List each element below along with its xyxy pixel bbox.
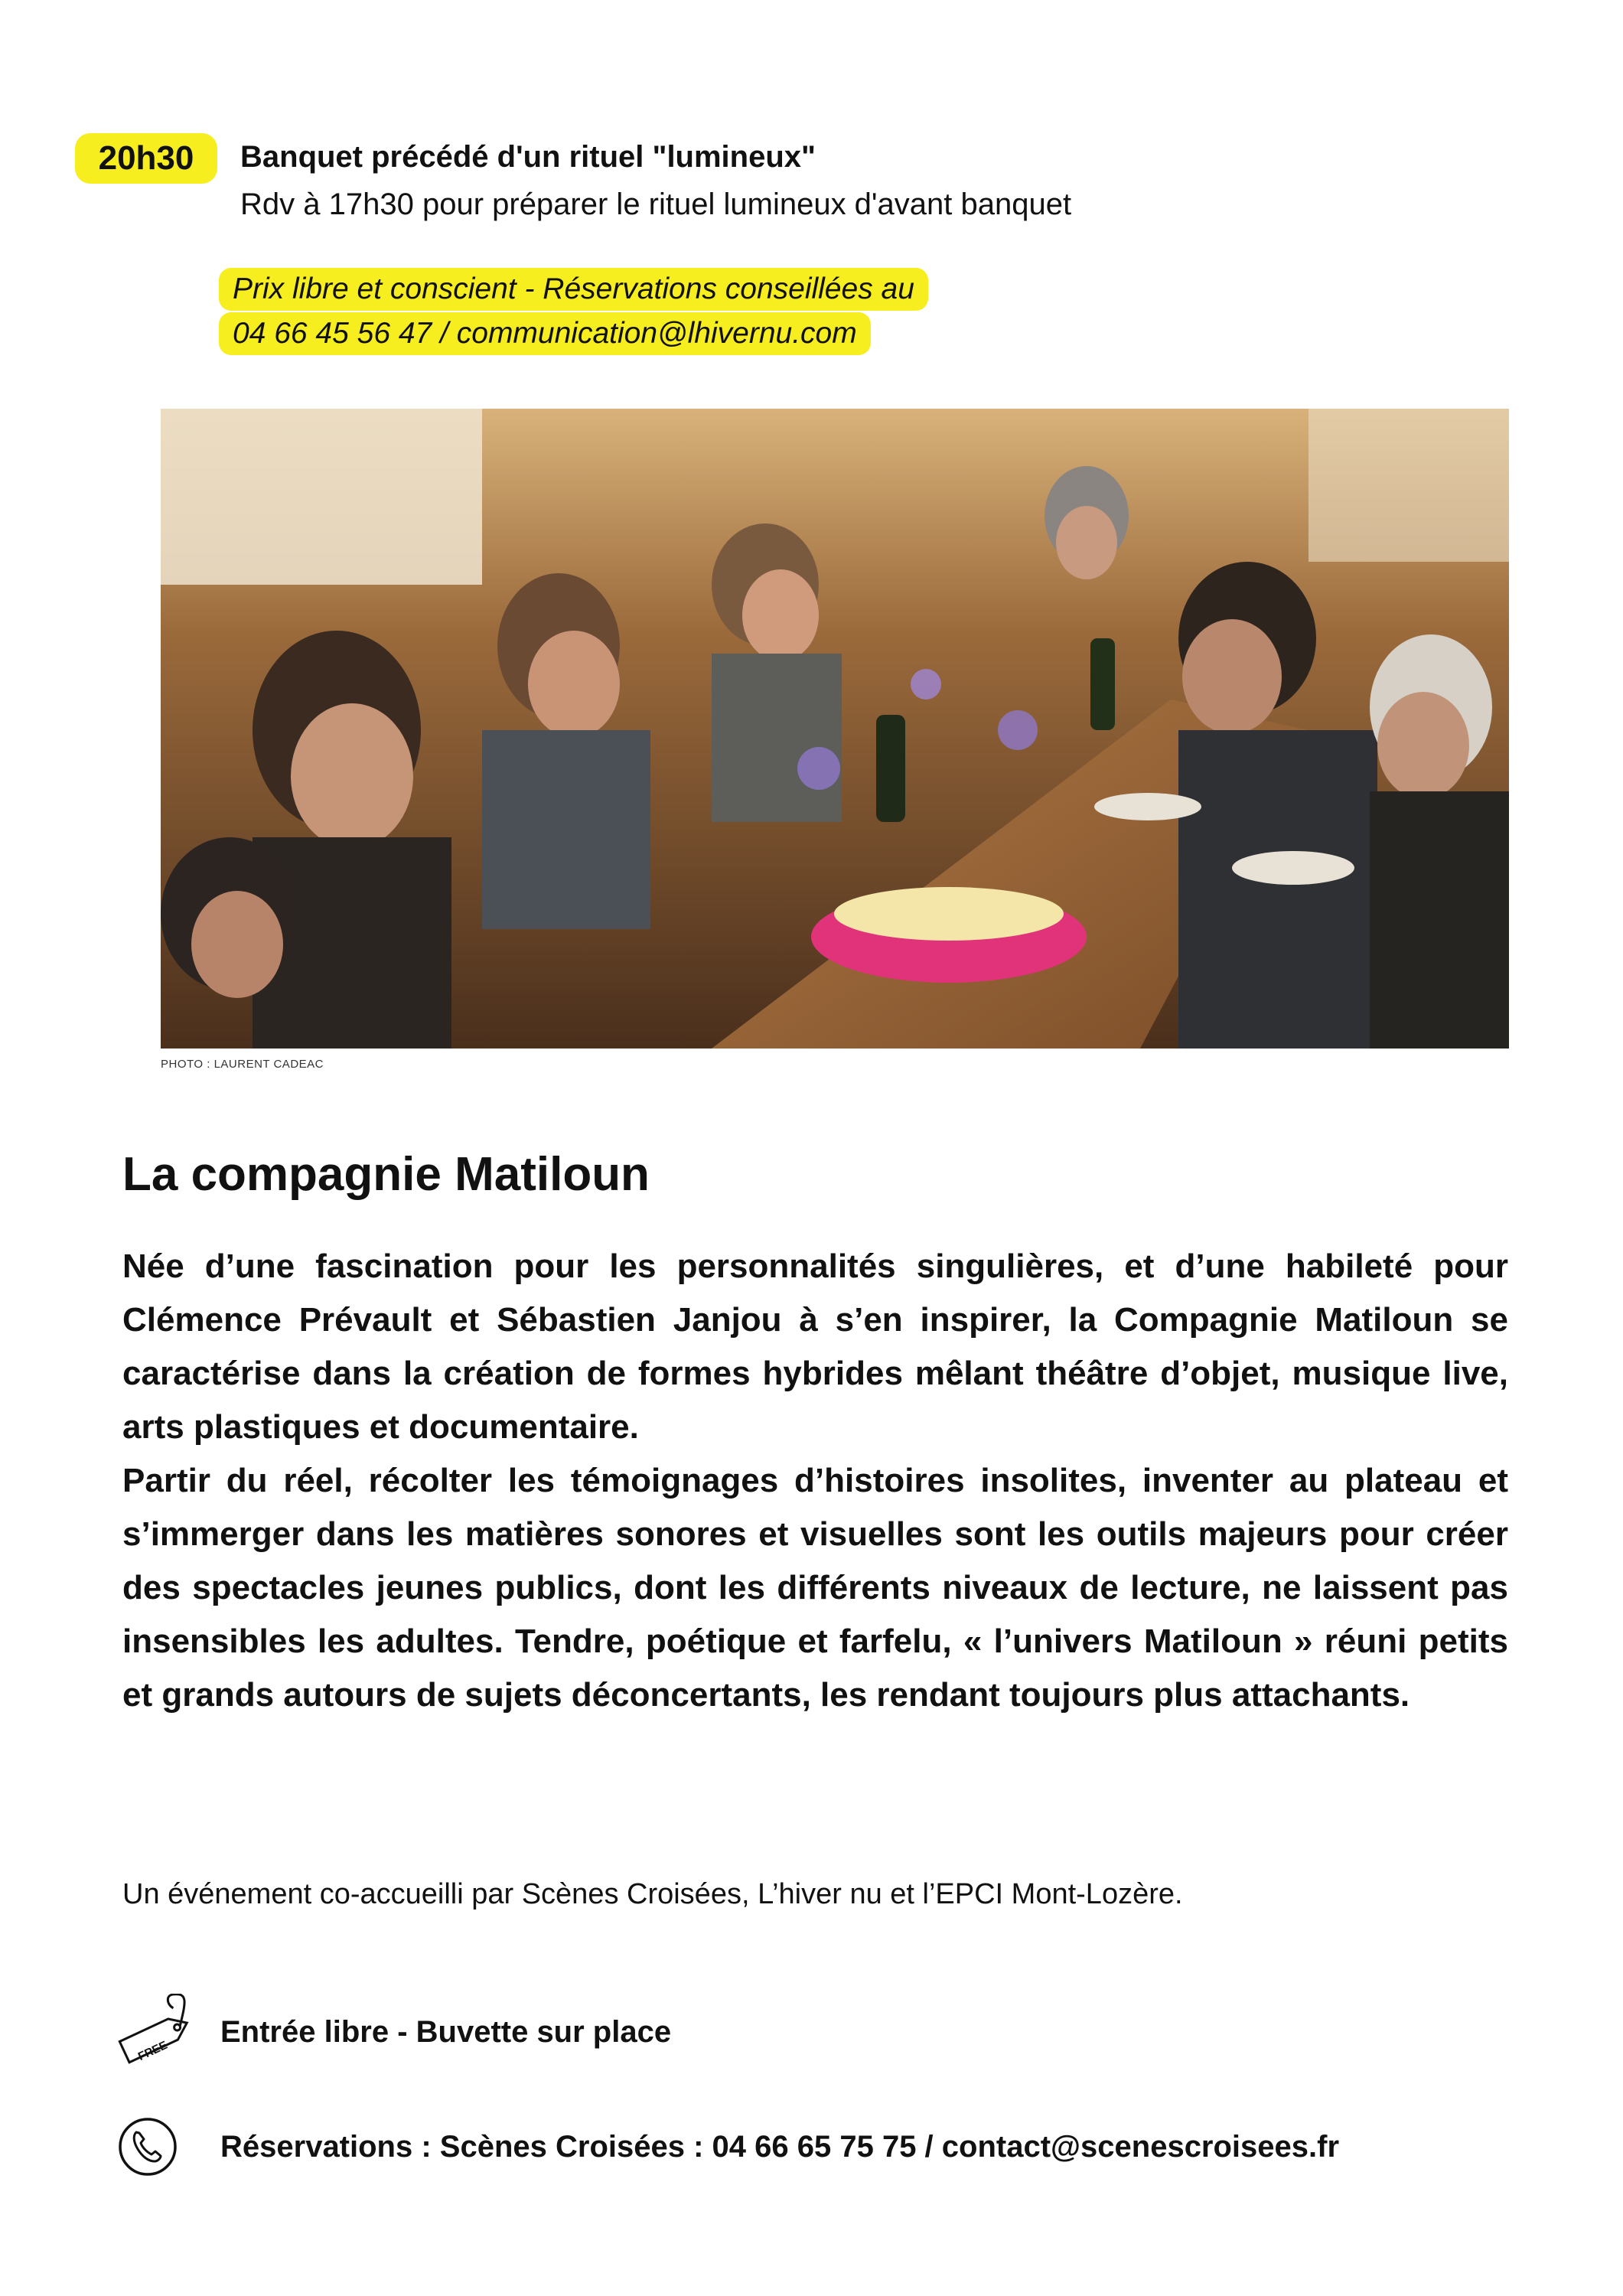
reservation-note-line1: Prix libre et conscient - Réservations conseillées au xyxy=(219,268,928,311)
banquet-photo xyxy=(161,409,1509,1049)
photo-credit: PHOTO : LAURENT CADEAC xyxy=(161,1058,324,1071)
reservations-row xyxy=(113,2105,1339,2189)
description-paragraph-2: Partir du réel, récolter les témoignages d’histoires insolites, inventer au plateau et s’immerger dans les matières sonores et visuelles sont les outils majeurs pour créer des spectacles jeunes publics, dont les différents niveaux de lecture, ne laissent pas insensibles les adultes. Tendre, poétique et farfelu, « l’univers Matiloun » réuni petits et grands autours de sujets déconcertants, les rendant toujours plus attachants. xyxy=(122,1462,1508,1714)
event-title: Banquet précédé d'un rituel "lumineux" xyxy=(240,140,816,174)
reservations-text[interactable]: Réservations : Scènes Croisées : 04 66 65 75 75 / contact@scenescroisees.fr xyxy=(220,2130,1340,2164)
entry-text: Entrée libre - Buvette sur place xyxy=(220,2015,672,2049)
company-description xyxy=(122,1240,1508,1722)
co-hosted-note: Un événement co-accueilli par Scènes Croisées, L’hiver nu et l’EPCI Mont-Lozère. xyxy=(122,1878,1183,1910)
free-tag-label: FREE xyxy=(135,2038,170,2064)
section-title: La compagnie Matiloun xyxy=(122,1148,650,1201)
banquet-photo-illustration xyxy=(161,409,1509,1049)
time-badge: 20h30 xyxy=(75,133,217,184)
phone-icon xyxy=(113,2105,220,2189)
entry-info-row xyxy=(113,1990,671,2074)
event-subtitle: Rdv à 17h30 pour préparer le rituel lumineux d'avant banquet xyxy=(240,188,1072,221)
reservation-note-line2[interactable]: 04 66 45 56 47 / communication@lhivernu.com xyxy=(219,312,871,355)
description-paragraph-1: Née d’une fascination pour les personnalités singulières, et d’une habileté pour Clémence Prévault et Sébastien Janjou à s’en inspirer, la Compagnie Matiloun se caractérise dans la création de formes hybrides mêlant théâtre d’objet, musique live, arts plastiques et documentaire. xyxy=(122,1247,1508,1446)
free-tag-icon xyxy=(113,1990,220,2074)
